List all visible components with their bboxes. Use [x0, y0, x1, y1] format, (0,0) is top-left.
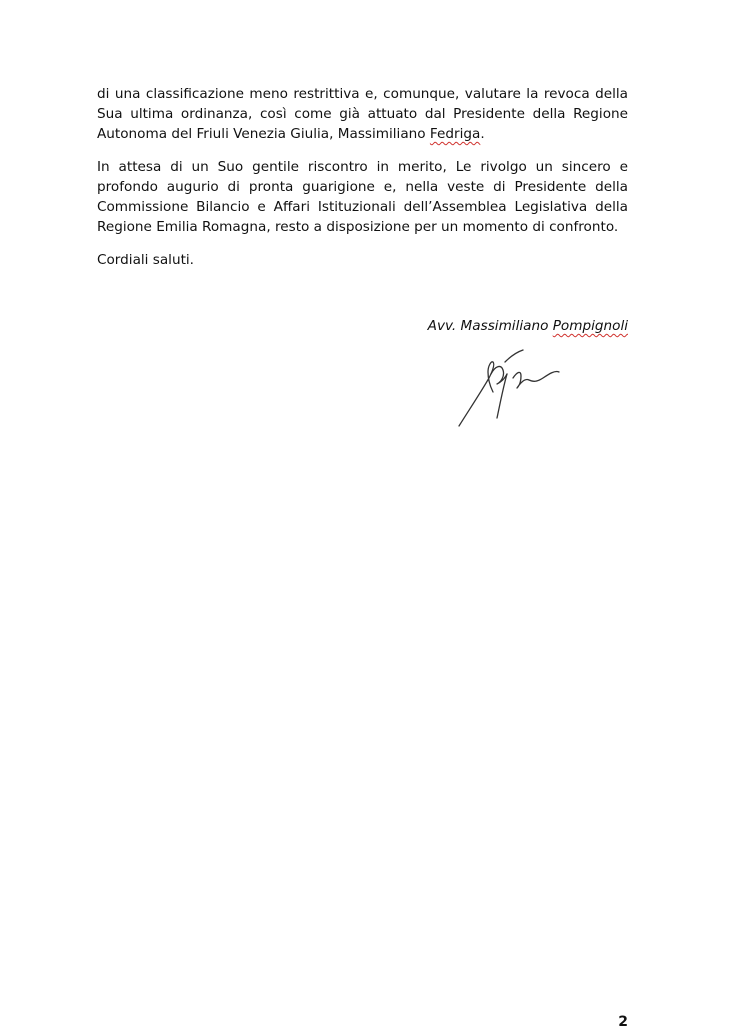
paragraph-line: profondo augurio di pronta guarigione e, nella veste di Presidente della: [97, 179, 628, 195]
closing-salutation: [97, 250, 628, 270]
paragraph-line: [97, 124, 628, 144]
spellcheck-flagged-name: Fedriga: [429, 126, 481, 142]
signer-prefix: Avv. Massimiliano: [427, 318, 553, 334]
signer-surname: Pompignoli: [552, 318, 628, 334]
handwritten-signature-icon: [455, 348, 565, 430]
paragraph-line-start: Autonoma del Friuli Venezia Giulia, Massimiliano: [97, 126, 430, 142]
paragraph-wishes: [97, 157, 628, 237]
paragraph-line: Commissione Bilancio e Affari Istituzionali dell’Assemblea Legislativa della: [97, 199, 628, 215]
closing-text: Cordiali saluti.: [97, 252, 195, 268]
paragraph-line: In attesa di un Suo gentile riscontro in merito, Le rivolgo un sincero e: [97, 159, 628, 175]
signer-name: [428, 316, 628, 336]
paragraph-line-end: .: [480, 126, 485, 142]
page-number: 2: [618, 1014, 628, 1030]
paragraph-line: di una classificazione meno restrittiva e, comunque, valutare la revoca della: [97, 86, 628, 102]
paragraph-line: Sua ultima ordinanza, così come già attuato dal Presidente della Regione: [97, 106, 628, 122]
paragraph-line: Regione Emilia Romagna, resto a disposizione per un momento di confronto.: [97, 219, 619, 235]
paragraph-request: [97, 84, 628, 144]
